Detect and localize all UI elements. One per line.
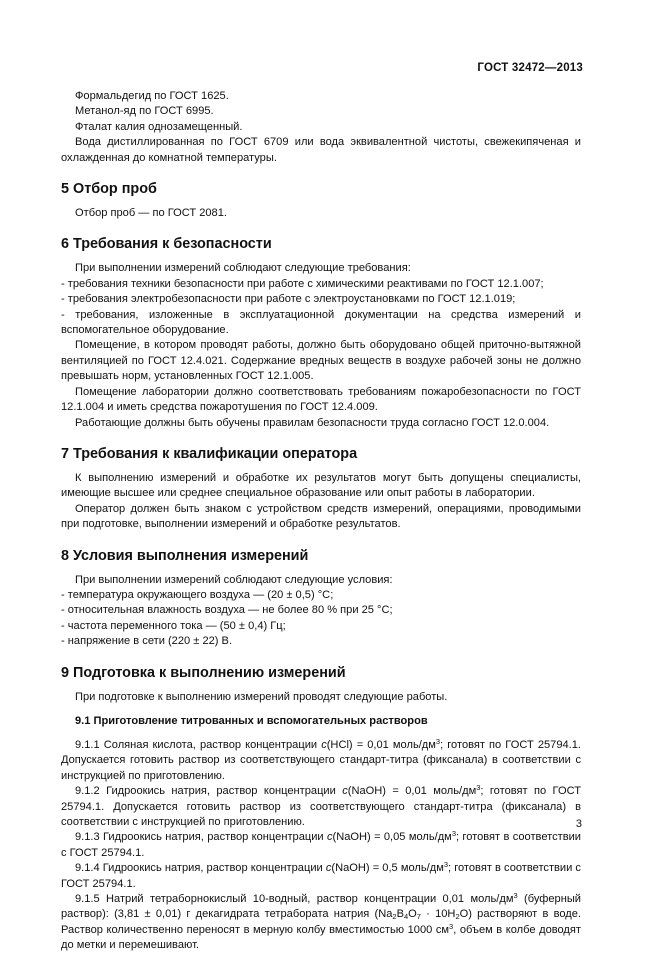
section-6-item: - требования электробезопасности при работе с электроустановками по ГОСТ 12.1.019; xyxy=(61,293,516,306)
reagent-line: Вода дистиллированная по ГОСТ 6709 или вода эквивалентной чистоты, свежекипяченая и охлажденная до комнатной температуры. xyxy=(61,136,581,164)
section-9-title: 9 Подготовка к выполнению измерений xyxy=(61,664,346,681)
section-6-title: 6 Требования к безопасности xyxy=(61,236,272,253)
section-5-text: Отбор проб — по ГОСТ 2081. xyxy=(75,207,227,220)
section-5-title: 5 Отбор проб xyxy=(61,181,157,198)
reagent-line: Формальдегид по ГОСТ 1625. xyxy=(75,90,229,102)
section-6-intro: При выполнении измерений соблюдают следующие требования: xyxy=(75,262,411,275)
section-9-intro: При подготовке к выполнению измерений проводят следующие работы. xyxy=(75,690,448,703)
section-8-item: - относительная влажность воздуха — не более 80 % при 25 °С; xyxy=(61,604,393,617)
clause-9-1-1: 9.1.1 Соляная кислота, раствор концентрации c(HCl) = 0,01 моль/$дм^3$; готовят по ГОСТ 25794.1. Допускается готовить раствор из соответствующего стандарт-титра (фиксанала) в соответствии с инструкцией по приготовлению. xyxy=(61,736,582,782)
section-6-paragraph: Помещение, в котором проводят работы, должно быть оборудовано общей приточно-вытяжной вентиляцией по ГОСТ 12.4.021. Содержание вредных веществ в воздухе рабочей зоны не должно превышать норм, установленных ГОСТ 12.1.005. xyxy=(61,339,581,383)
section-8-item: - напряжение в сети (220 ± 22) В. xyxy=(61,635,233,648)
reagent-line: Метанол-яд по ГОСТ 6995. xyxy=(75,105,214,118)
section-7-paragraph: К выполнению измерений и обработке их результатов могут быть допущены специалисты, имеющие высшее или среднее специальное образование или опыт работы в лаборатории. xyxy=(61,471,581,500)
reagent-line: Фталат калия однозамещенный. xyxy=(75,120,243,133)
clause-9-1-2: 9.1.2 Гидроокись натрия, раствор концентрации c(NaOH) = 0,01 моль/$дм^3$; готовят по ГОСТ 25794.1. Допускается готовить раствор из соответствующего стандарт-титра (фиксанала) в соответствии с инструкцией по приготовлению. xyxy=(61,783,581,828)
section-6-item: - требования техники безопасности при работе с химическими реактивами по ГОСТ 12.1.007; xyxy=(61,277,544,290)
section-8-intro: При выполнении измерений соблюдают следующие условия: xyxy=(75,573,393,586)
section-7-paragraph: Оператор должен быть знаком с устройством средств измерений, операциями, проводимыми при подготовке, выполнении измерений и обработке результатов. xyxy=(61,502,581,531)
section-6-item: - требования, изложенные в эксплуатационной документации на средства измерений и вспомогательное оборудование. xyxy=(61,308,581,337)
section-8-item: - частота переменного тока — (50 ± 0,4) Гц; xyxy=(61,619,286,632)
section-8-title: 8 Условия выполнения измерений xyxy=(61,547,309,564)
section-6-paragraph: Работающие должны быть обучены правилам безопасности труда согласно ГОСТ 12.0.004. xyxy=(75,416,550,429)
clause-9-1-3: 9.1.3 Гидроокись натрия, раствор концентрации c(NaOH) = 0,05 моль/$дм^3$; готовят в соответствии с ГОСТ 25794.1. xyxy=(61,829,581,859)
clause-9-1-5: 9.1.5 Натрий тетраборнокислый 10-водный, раствор концентрации 0,01 моль/$дм^3$ (буферный раствор): (3,81 ± 0,01) г декагидрата тетрабората натрия $(Na_2B_4O_7 \cdot 10H_2O)$ растворяют в воде. Раствор количественно переносят в мерную колбу вместимостью 1000 $см^3$, объем в колбе доводят до метки и перемешивают. xyxy=(61,891,582,952)
section-6-paragraph: Помещение лаборатории должно соответствовать требованиям пожаробезопасности по ГОСТ 12.1.004 и иметь средства пожаротушения по ГОСТ 12.4.009. xyxy=(61,385,581,414)
document-number-header: ГОСТ 32472—2013 xyxy=(477,62,583,74)
subsection-9-1-title: 9.1 Приготовление титрованных и вспомогательных растворов xyxy=(75,714,428,727)
section-7-title: 7 Требования к квалификации оператора xyxy=(61,445,358,462)
document-body xyxy=(61,89,581,954)
section-8-item: - температура окружающего воздуха — (20 ± 0,5) °С; xyxy=(61,588,334,601)
clause-9-1-4: 9.1.4 Гидроокись натрия, раствор концентрации c(NaOH) = 0,5 моль/$дм^3$; готовят в соответствии с ГОСТ 25794.1. xyxy=(61,860,581,890)
page-number: 3 xyxy=(575,818,582,830)
